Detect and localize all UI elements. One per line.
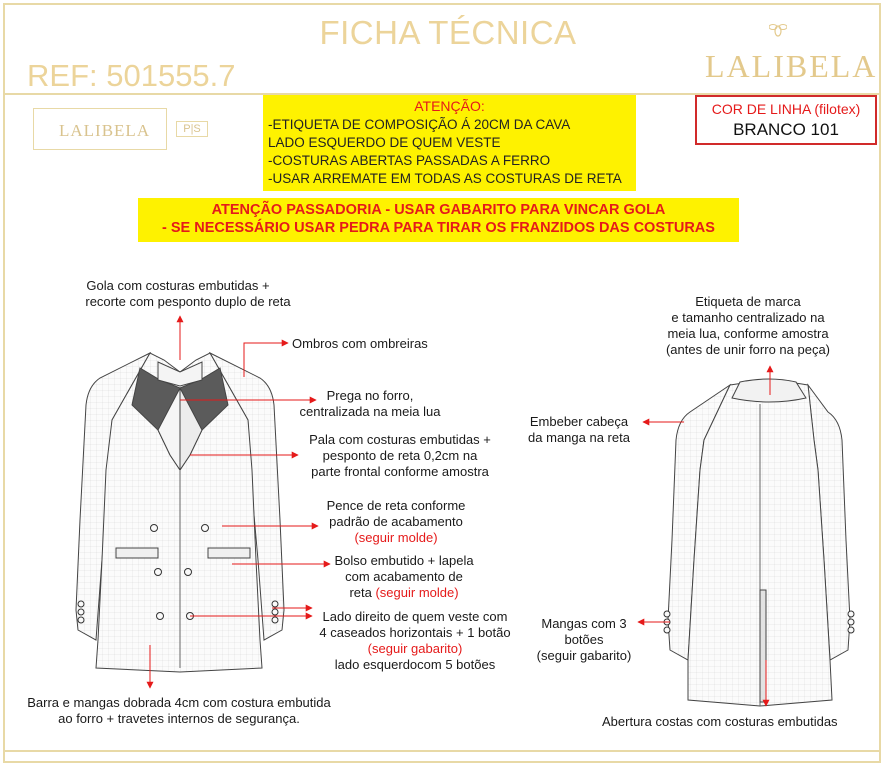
note-follow: (seguir gabarito)	[367, 641, 463, 656]
attention-line: -ETIQUETA DE COMPOSIÇÃO Á 20CM DA CAVA	[268, 117, 571, 132]
back-jacket-drawing	[668, 379, 850, 706]
note-line: da manga na reta	[528, 430, 630, 445]
attention-line: -COSTURAS ABERTAS PASSADAS A FERRO	[268, 153, 551, 168]
note-line: Bolso embutido + lapela	[334, 553, 474, 568]
note-line: parte frontal conforme amostra	[311, 464, 489, 479]
note-line: e tamanho centralizado na	[671, 310, 825, 325]
note-line: Prega no forro,	[326, 388, 414, 403]
page-title: FICHA TÉCNICA	[319, 14, 577, 51]
note-line: reta	[349, 585, 372, 600]
note-follow: (seguir molde)	[375, 585, 459, 600]
note-line: 4 caseados horizontais + 1 botão	[319, 625, 511, 640]
note-lining-pleat	[290, 388, 450, 420]
note-line: lado esquerdocom 5 botões	[334, 657, 496, 672]
note-line: centralizada na meia lua	[299, 404, 441, 419]
brand-logo: LALIBELA	[705, 48, 878, 84]
note-dart	[316, 498, 476, 546]
note-vent: Abertura costas com costuras embutidas	[602, 714, 838, 729]
attention-title: ATENÇÃO:	[414, 98, 485, 114]
thread-color-value: BRANCO 101	[733, 120, 839, 139]
reference-code: REF: 501555.7	[27, 58, 236, 93]
label-size: P|S	[176, 121, 208, 137]
note-line: Pala com costuras embutidas +	[309, 432, 491, 447]
note-line: Embeber cabeça	[529, 414, 629, 429]
note-follow: (seguir molde)	[354, 530, 438, 545]
attention-line: -USAR ARREMATE EM TODAS AS COSTURAS DE RETA	[268, 171, 622, 186]
note-line: Pence de reta conforme	[326, 498, 466, 513]
note-line: (antes de unir forro na peça)	[665, 342, 831, 357]
note-line: Barra e mangas dobrada 4cm com costura embutida	[27, 695, 331, 710]
pressing-line-1: ATENÇÃO PASSADORIA - USAR GABARITO PARA VINCAR GOLA	[211, 202, 666, 218]
note-sleeve-buttons	[528, 616, 640, 664]
pressing-line-2: - SE NECESSÁRIO USAR PEDRA PARA TIRAR OS FRANZIDOS DAS COSTURAS	[162, 220, 715, 236]
note-line: com acabamento de	[345, 569, 463, 584]
note-sleeve-head	[520, 414, 638, 446]
note-hem	[16, 695, 342, 727]
note-line: Lado direito de quem veste com	[322, 609, 508, 624]
note-buttons	[312, 609, 518, 673]
note-line: meia lua, conforme amostra	[667, 326, 829, 341]
note-line: pesponto de reta 0,2cm na	[322, 448, 478, 463]
note-pocket	[328, 553, 480, 601]
note-line: recorte com pesponto duplo de reta	[85, 294, 291, 309]
note-line: botões	[564, 632, 604, 647]
note-line: Gola com costuras embutidas +	[86, 278, 270, 293]
note-line: (seguir gabarito)	[536, 648, 632, 663]
label-brand: LALIBELA	[59, 121, 151, 140]
note-collar	[78, 278, 278, 294]
note-line: Etiqueta de marca	[695, 294, 801, 309]
thread-color-title: COR DE LINHA (filotex)	[711, 101, 861, 117]
note-line: Mangas com 3	[541, 616, 627, 631]
note-brand-label	[648, 294, 848, 358]
note-collar-2	[66, 294, 310, 310]
note-facing	[300, 432, 500, 480]
note-line: padrão de acabamento	[329, 514, 463, 529]
note-shoulders: Ombros com ombreiras	[292, 336, 428, 351]
attention-line: LADO ESQUERDO DE QUEM VESTE	[268, 135, 501, 150]
note-line: ao forro + travetes internos de segurança.	[58, 711, 300, 726]
front-jacket-drawing	[76, 353, 284, 672]
